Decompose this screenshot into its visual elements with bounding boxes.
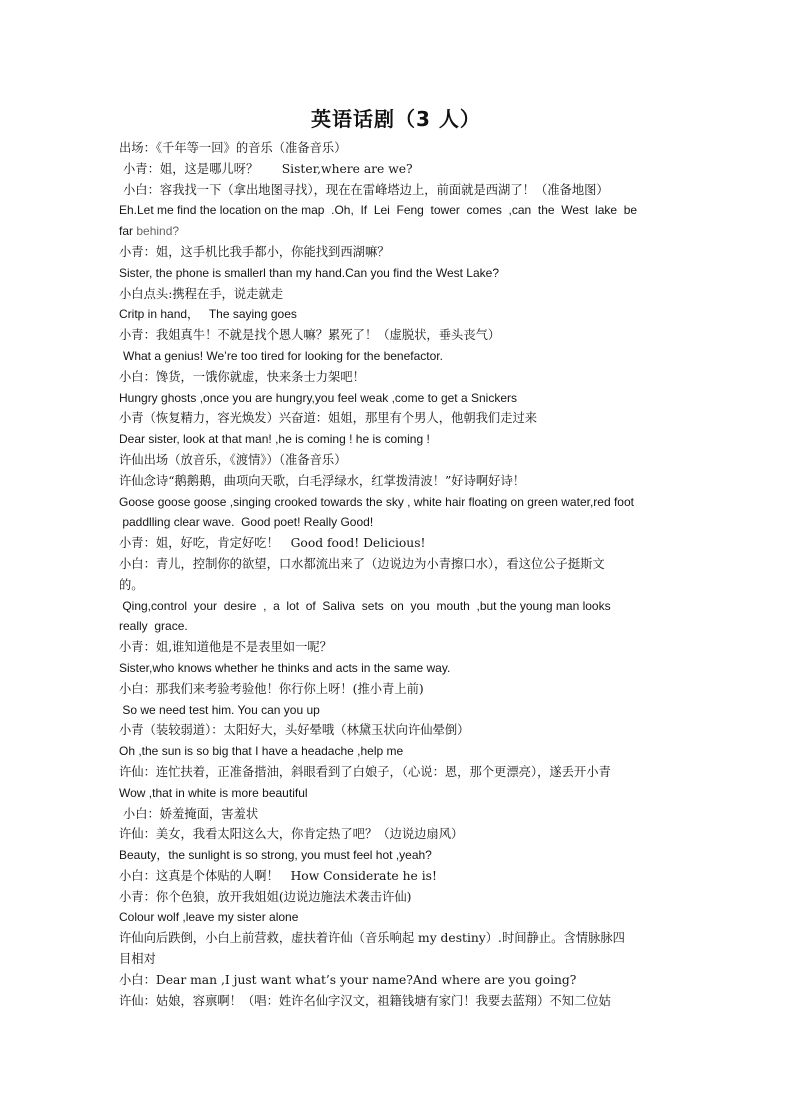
- line-text: Sister,who knows whether he thinks and acts in the same way.: [119, 660, 451, 675]
- chinese-line: [119, 991, 675, 1012]
- page-title: 英语话剧（3 人）: [311, 107, 481, 131]
- line-text: 许仙：连忙扶着，正准备揩油，斜眼看到了白娘子，（心说：恩，那个更漂亮），遂丢开小青: [119, 764, 611, 779]
- line-text: Hungry ghosts ,once you are hungry,you feel weak ,come to get a Snickers: [119, 390, 517, 405]
- line-text: Beauty，the sunlight is so strong, you must feel hot ,yeah?: [119, 848, 432, 863]
- line-text-tail: behind?: [136, 224, 180, 239]
- english-line: [119, 783, 675, 804]
- english-line: [119, 221, 675, 242]
- line-text: 小白：娇羞掩面，害羞状: [119, 806, 259, 821]
- chinese-line: [119, 242, 675, 263]
- line-text: Wow ,that in white is more beautiful: [119, 785, 308, 800]
- line-text: 许仙念诗“鹅鹅鹅，曲项向天歌，白毛浮绿水，红掌拨清波！”好诗啊好诗！: [119, 473, 526, 488]
- line-text: Eh.Let me find the location on the map .Oh, If Lei Feng tower comes ,can the West lake be: [119, 203, 638, 218]
- line-text: Qing,control your desire , a lot of Saliva sets on you mouth ,but the young man looks: [119, 598, 611, 613]
- line-text: really grace.: [119, 619, 188, 634]
- line-text: Critp in hand， The saying goes: [119, 307, 297, 322]
- chinese-line: [119, 284, 675, 305]
- line-text: Sister, the phone is smallerl than my hand.Can you find the West Lake?: [119, 265, 499, 280]
- chinese-line: [119, 804, 675, 825]
- chinese-line: [119, 762, 675, 783]
- line-text: far: [119, 224, 137, 239]
- english-line: [119, 429, 675, 450]
- chinese-line: [119, 679, 675, 700]
- line-text: 小青：你个色狼，放开我姐姐(边说边施法术袭击许仙): [119, 889, 412, 904]
- chinese-line: [119, 138, 675, 159]
- chinese-line: [119, 325, 675, 346]
- chinese-line: [119, 471, 675, 492]
- chinese-line: [119, 180, 675, 201]
- line-text: 小白：Dear man ,I just want what’s your name?And where are you going?: [119, 972, 577, 987]
- line-text: 许仙出场（放音乐，《渡情》）（准备音乐）: [119, 452, 347, 467]
- line-text: 小青：我姐真牛！不就是找个恩人嘛？累死了！（虚脱状，垂头丧气）: [119, 328, 501, 343]
- chinese-line: [119, 575, 675, 596]
- english-line: [119, 346, 675, 367]
- line-text: 小白：这真是个体贴的人啊！ How Considerate he is!: [119, 868, 437, 883]
- line-text: 小白点头:携程在手，说走就走: [119, 286, 284, 301]
- chinese-line: [119, 533, 675, 554]
- chinese-line: [119, 720, 675, 741]
- english-line: [119, 658, 675, 679]
- line-text: 小白：馋货，一饿你就虚，快来条士力架吧！: [119, 369, 365, 384]
- line-text: 小青：姐，这是哪儿呀？ Sister,where are we?: [123, 161, 413, 176]
- line-text: Oh ,the sun is so big that I have a headache ,help me: [119, 744, 404, 759]
- line-text: 小青（装较弱道）：太阳好大，头好晕哦（林黛玉状向许仙晕倒）: [119, 723, 470, 738]
- line-text: 小青：姐，好吃，肯定好吃！ Good food! Delicious!: [119, 536, 426, 551]
- english-line: [119, 596, 675, 617]
- english-line: [119, 388, 675, 409]
- line-text: 目相对: [119, 952, 156, 967]
- english-line: [119, 512, 675, 533]
- chinese-line: [119, 554, 675, 575]
- chinese-line: [119, 450, 675, 471]
- chinese-line: [119, 887, 675, 908]
- chinese-line: [119, 408, 675, 429]
- line-text: paddlling clear wave. Good poet! Really Good!: [119, 515, 374, 530]
- line-text: 小白：那我们来考验考验他！你行你上呀！(推小青上前): [119, 681, 424, 696]
- line-text: 许仙：姑娘，容禀啊！（唱：姓许名仙字汉文，祖籍钱塘有家门！我要去蓝翔）不知二位姑: [119, 993, 611, 1008]
- line-text: 小白：容我找一下（拿出地图寻找），现在在雷峰塔边上，前面就是西湖了！（准备地图）: [123, 182, 609, 197]
- chinese-line: [119, 637, 675, 658]
- english-line: [119, 700, 675, 721]
- english-line: [119, 492, 675, 513]
- line-text: Goose goose goose ,singing crooked towards the sky , white hair floating on green water,red foot: [119, 494, 634, 509]
- chinese-line: [119, 824, 675, 845]
- english-line: [119, 200, 675, 221]
- english-line: [119, 616, 675, 637]
- chinese-line: [119, 970, 675, 991]
- line-text: What a genius! We’re too tired for looking for the benefactor.: [123, 348, 443, 363]
- line-text: 小白：青儿，控制你的欲望，口水都流出来了（边说边为小青擦口水），看这位公子挺斯文: [119, 556, 605, 571]
- chinese-line: [119, 367, 675, 388]
- line-text: So we need test him. You can you up: [119, 702, 320, 717]
- english-line: [119, 304, 675, 325]
- line-text: 许仙向后跌倒，小白上前营救，虚扶着许仙（音乐响起 my destiny）.时间静止。含情脉脉四: [119, 931, 625, 946]
- chinese-line: [119, 159, 675, 180]
- line-text: Colour wolf ,leave my sister alone: [119, 910, 299, 925]
- chinese-line: [119, 949, 675, 970]
- english-line: [119, 263, 675, 284]
- chinese-line: [119, 928, 675, 949]
- line-text: 出场：《千年等一回》的音乐（准备音乐）: [119, 141, 347, 155]
- english-line: [119, 907, 675, 928]
- chinese-line: [119, 866, 675, 887]
- script-body: [119, 138, 675, 1011]
- line-text: 许仙：美女，我看太阳这么大，你肯定热了吧？（边说边扇风）: [119, 827, 464, 842]
- line-text: 的。: [119, 577, 144, 592]
- line-text: 小青：姐,谁知道他是不是表里如一呢？: [119, 640, 332, 655]
- line-text: 小青（恢复精力，容光焕发）兴奋道：姐姐，那里有个男人，他朝我们走过来: [119, 411, 538, 426]
- english-line: [119, 741, 675, 762]
- english-line: [119, 845, 675, 866]
- line-text: 小青：姐，这手机比我手都小，你能找到西湖嘛？: [119, 244, 390, 259]
- line-text: Dear sister, look at that man! ,he is coming ! he is coming !: [119, 432, 430, 447]
